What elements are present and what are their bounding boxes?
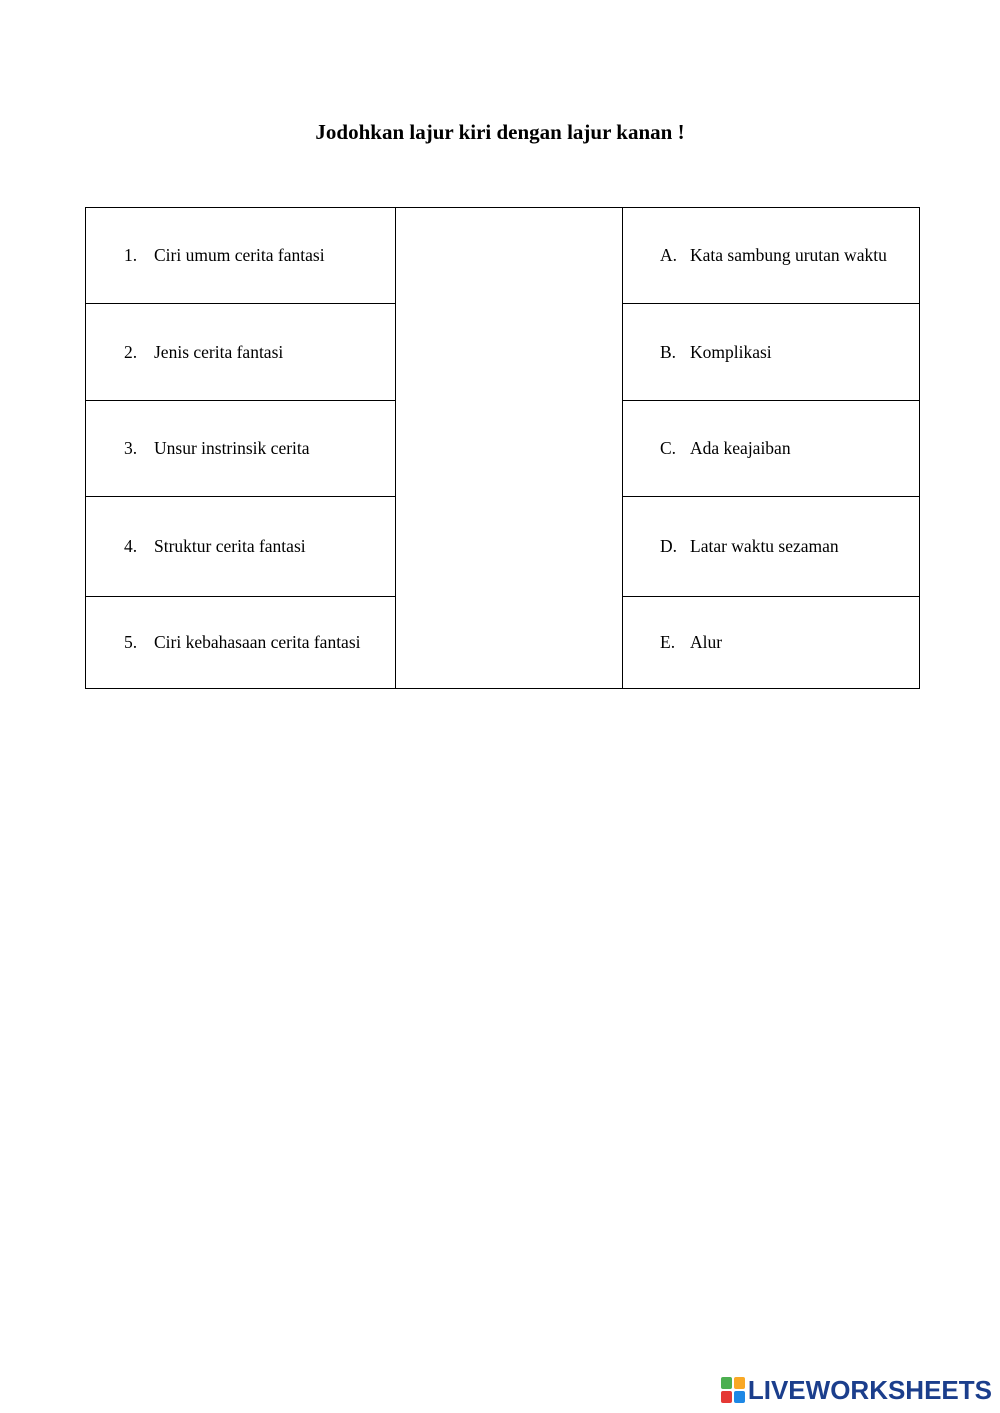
right-item-text: Ada keajaiban — [690, 438, 791, 458]
left-item-text: Jenis cerita fantasi — [154, 341, 284, 362]
right-item-letter: E. — [660, 632, 676, 652]
table-row — [86, 208, 920, 304]
logo-square-icon — [734, 1377, 745, 1389]
right-item-text: Latar waktu sezaman — [690, 536, 839, 556]
logo-square-icon — [721, 1391, 732, 1403]
logo-text: LIVEWORKSHEETS — [747, 1374, 992, 1405]
left-item-number: 5. — [124, 632, 138, 652]
left-item-text: Ciri umum cerita fantasi — [154, 245, 325, 265]
liveworksheets-logo[interactable] — [721, 1375, 992, 1405]
right-item-letter: B. — [660, 341, 677, 362]
left-item-number: 2. — [124, 341, 138, 362]
left-item-number: 1. — [124, 245, 138, 265]
matching-area[interactable] — [396, 208, 623, 689]
left-item-3 — [86, 401, 396, 497]
worksheet-title: Jodohkan lajur kiri dengan lajur kanan ! — [315, 120, 685, 144]
right-item-text: Kata sambung urutan waktu — [690, 245, 887, 265]
right-item-b — [623, 304, 920, 401]
logo-square-icon — [734, 1391, 745, 1403]
right-item-e — [623, 597, 920, 689]
right-item-c — [623, 401, 920, 497]
left-item-number: 3. — [124, 438, 138, 458]
logo-square-icon — [721, 1377, 732, 1389]
right-item-letter: C. — [660, 438, 677, 458]
right-item-letter: D. — [660, 536, 678, 556]
left-item-number: 4. — [124, 536, 138, 556]
right-item-a — [623, 208, 920, 304]
matching-table — [85, 207, 920, 689]
left-item-text: Ciri kebahasaan cerita fantasi — [154, 632, 361, 652]
left-item-text: Struktur cerita fantasi — [154, 536, 306, 556]
left-item-5 — [86, 597, 396, 689]
liveworksheets-logo-icon — [721, 1377, 745, 1403]
left-item-2 — [86, 304, 396, 401]
left-item-4 — [86, 497, 396, 597]
right-item-text: Alur — [690, 632, 723, 652]
left-item-text: Unsur instrinsik cerita — [154, 438, 310, 458]
right-item-text: Komplikasi — [690, 341, 772, 362]
right-item-d — [623, 497, 920, 597]
left-item-1 — [86, 208, 396, 304]
right-item-letter: A. — [660, 245, 678, 265]
